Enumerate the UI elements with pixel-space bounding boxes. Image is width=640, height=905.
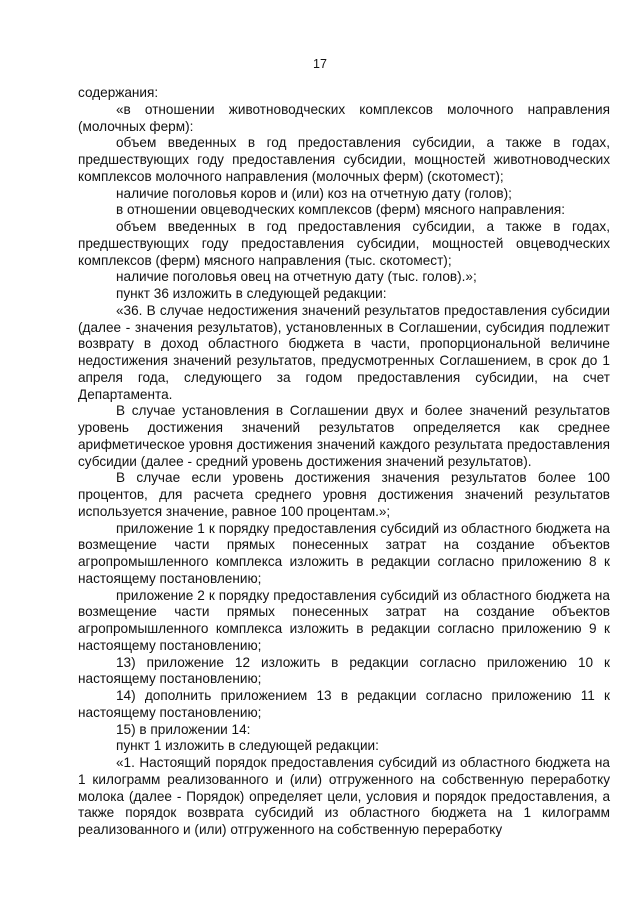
document-paragraph: приложение 2 к порядку предоставления субсидий из областного бюджета на возмещение части прямых понесенных затрат на создание объектов агропромышленного комплекса изложить в редакции согласно приложению 9 к настоящему постановлению; bbox=[78, 587, 610, 653]
document-body bbox=[78, 85, 610, 839]
document-paragraph: объем введенных в год предоставления субсидии, а также в годах, предшествующих году предоставления субсидии, мощностей животноводческих комплексов молочного направления (молочных ферм) (скотомест); bbox=[78, 135, 610, 184]
page-number: 17 bbox=[313, 57, 327, 71]
document-paragraph: «1. Настоящий порядок предоставления субсидий из областного бюджета на 1 килограмм реализованного и (или) отгруженного на собственную переработку молока (далее - Порядок) определяет цели, условия и порядок предоставления, а также порядок возврата субсидий из областного бюджета на 1 килограмм реализованного и (или) отгруженного на собственную переработку bbox=[78, 755, 610, 837]
document-paragraph: наличие поголовья коров и (или) коз на отчетную дату (голов); bbox=[116, 185, 512, 201]
document-paragraph: пункт 1 изложить в следующей редакции: bbox=[116, 738, 379, 754]
document-paragraph: «в отношении животноводческих комплексов молочного направления (молочных ферм): bbox=[78, 101, 610, 134]
document-paragraph: объем введенных в год предоставления субсидии, а также в годах, предшествующих году предоставления субсидии, мощностей овцеводческих комплексов (ферм) мясного направления (тыс. скотомест); bbox=[78, 219, 610, 268]
document-paragraph: 14) дополнить приложением 13 в редакции согласно приложению 11 к настоящему постановлению; bbox=[78, 688, 610, 720]
document-paragraph: 13) приложение 12 изложить в редакции согласно приложению 10 к настоящему постановлению; bbox=[78, 654, 610, 687]
document-paragraph: содержания: bbox=[78, 85, 159, 100]
document-paragraph: в отношении овцеводческих комплексов (ферм) мясного направления: bbox=[116, 202, 565, 218]
document-paragraph: В случае если уровень достижения значения результатов более 100 процентов, для расчета среднего уровня достижения значений результатов используется значение, равное 100 процентам.»; bbox=[78, 470, 610, 519]
document-paragraph: «36. В случае недостижения значений результатов предоставления субсидии (далее - значения результатов), установленных в Соглашении, субсидия подлежит возврату в доход областного бюджета в части, пропорциональной величине недостижения значений результатов, предусмотренных Соглашением, в срок до 1 апреля года, следующего за годом предоставления субсидии, на счет Департамента. bbox=[78, 302, 610, 402]
document-paragraph: 15) в приложении 14: bbox=[116, 721, 251, 737]
document-paragraph: пункт 36 изложить в следующей редакции: bbox=[116, 286, 387, 301]
document-paragraph: В случае установления в Соглашении двух и более значений результатов уровень достижения значений результатов определяется как среднее арифметическое уровня достижения значений каждого результата предоставления субсидии (далее - средний уровень достижения значений результатов). bbox=[78, 403, 610, 469]
document-paragraph: приложение 1 к порядку предоставления субсидий из областного бюджета на возмещение части прямых понесенных затрат на создание объектов агропромышленного комплекса изложить в редакции согласно приложению 8 к настоящему постановлению; bbox=[78, 520, 610, 586]
document-paragraph: наличие поголовья овец на отчетную дату (тыс. голов).»; bbox=[116, 269, 477, 285]
